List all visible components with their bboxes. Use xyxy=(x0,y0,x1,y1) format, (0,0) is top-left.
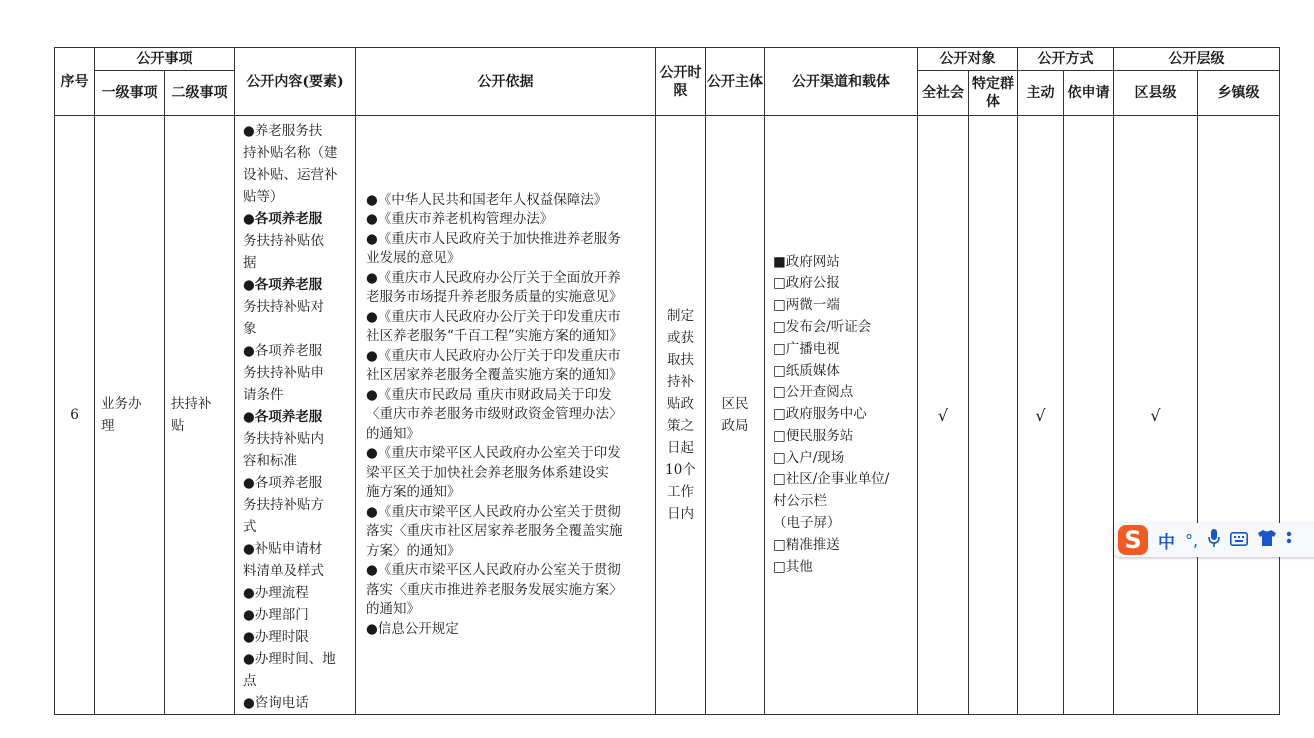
list-item: □政府服务中心 xyxy=(773,406,867,423)
cell-basis xyxy=(356,116,656,715)
list-item: 务扶持补贴方 xyxy=(243,497,324,513)
list-item: 区民 xyxy=(721,396,749,412)
list-item: 施方案的通知》 xyxy=(366,484,461,501)
list-item: ●办理部门 xyxy=(243,607,309,623)
cell-timelimit xyxy=(656,116,706,715)
list-item: 10个 xyxy=(665,462,696,478)
list-item: ●办理流程 xyxy=(243,585,309,601)
list-item: 务扶持补贴对 xyxy=(243,299,324,315)
list-item: 的通知》 xyxy=(366,425,420,442)
list-item: 方案〉的通知》 xyxy=(366,542,461,559)
cell-all-society: √ xyxy=(918,116,969,715)
list-item: 的通知》 xyxy=(366,601,420,618)
list-item: ●《重庆市梁平区人民政府办公室关于印发 xyxy=(366,445,621,462)
header-level-group: 公开层级 xyxy=(1114,48,1280,71)
cell-active: √ xyxy=(1018,116,1064,715)
grid-icon[interactable] xyxy=(1286,530,1296,550)
header-on-request: 依申请 xyxy=(1064,71,1114,116)
list-item: □入户/现场 xyxy=(773,449,845,466)
basis-list xyxy=(366,191,649,640)
microphone-icon[interactable] xyxy=(1208,529,1220,551)
list-item: 贴政 xyxy=(667,396,694,412)
list-item: ●各项养老服 xyxy=(243,277,323,293)
list-item: □广播电视 xyxy=(773,340,840,357)
list-item: 持补贴名称（建 xyxy=(243,145,338,161)
list-item: 设补贴、运营补 xyxy=(243,167,338,183)
list-item: □纸质媒体 xyxy=(773,362,840,379)
list-item: 策之 xyxy=(667,418,694,434)
list-item: □政府公报 xyxy=(773,275,840,292)
ime-toolbar[interactable] xyxy=(1114,523,1314,557)
channel-list xyxy=(773,252,913,579)
header-township: 乡镇级 xyxy=(1198,71,1280,116)
list-item: ●办理时间、地 xyxy=(243,651,336,667)
punctuation-toggle[interactable]: °, xyxy=(1185,530,1199,550)
cell-level1: 业务办理 xyxy=(95,116,165,715)
cell-on-request xyxy=(1064,116,1114,715)
list-item: 取扶 xyxy=(667,352,694,368)
list-item: 务扶持补贴依 xyxy=(243,233,324,249)
cell-level2: 扶持补贴 xyxy=(165,116,235,715)
list-item: □其他 xyxy=(773,558,813,575)
header-seq: 序号 xyxy=(55,48,95,116)
list-item: 贴等） xyxy=(243,189,284,205)
list-item: 象 xyxy=(243,321,257,337)
header-level1: 一级事项 xyxy=(95,71,165,116)
list-item: 请条件 xyxy=(243,387,284,403)
list-item: ●咨询电话 xyxy=(243,695,309,711)
list-item: 落实〈重庆市推进养老服务发展实施方案〉 xyxy=(366,581,623,598)
header-subject: 公开主体 xyxy=(706,48,765,116)
subject-list xyxy=(706,393,764,437)
cell-county: √ xyxy=(1114,116,1198,715)
list-item: ●《重庆市梁平区人民政府办公室关于贯彻 xyxy=(366,503,621,520)
list-item: ●补贴申请材 xyxy=(243,541,323,557)
keyboard-icon[interactable] xyxy=(1230,531,1248,550)
list-item: 梁平区关于加快社会养老服务体系建设实 xyxy=(366,464,609,481)
timelimit-list xyxy=(656,305,705,525)
list-item: ●《重庆市养老机构管理办法》 xyxy=(366,211,554,228)
header-level2: 二级事项 xyxy=(165,71,235,116)
list-item: 据 xyxy=(243,255,257,271)
list-item: （电子屏） xyxy=(773,515,841,532)
list-item: 料清单及样式 xyxy=(243,563,324,579)
header-all-society: 全社会 xyxy=(918,71,969,116)
list-item: □精准推送 xyxy=(773,536,840,553)
sogou-logo-icon[interactable]: S xyxy=(1118,525,1148,555)
cell-seq: 6 xyxy=(55,116,95,715)
list-item: 日内 xyxy=(667,506,694,522)
list-item: 务扶持补贴内 xyxy=(243,431,324,447)
shirt-icon[interactable] xyxy=(1258,530,1276,550)
list-item: 容和标准 xyxy=(243,453,297,469)
disclosure-table xyxy=(54,47,1280,715)
list-item: 老服务市场提升养老服务质量的实施意见》 xyxy=(366,289,623,306)
list-item: 式 xyxy=(243,519,257,535)
list-item: 村公示栏 xyxy=(773,493,827,510)
list-item: 制定 xyxy=(667,308,694,324)
list-item: 社区养老服务“千百工程”实施方案的通知》 xyxy=(366,328,623,345)
list-item: ■政府网站 xyxy=(773,253,840,270)
list-item: ●各项养老服 xyxy=(243,343,323,359)
cell-channel xyxy=(765,116,918,715)
list-item: ●《中华人民共和国老年人权益保障法》 xyxy=(366,191,608,208)
header-basis: 公开依据 xyxy=(356,48,656,116)
list-item: ●《重庆市民政局 重庆市财政局关于印发 xyxy=(366,386,612,403)
list-item: 工作 xyxy=(667,484,694,500)
list-item: □发布会/听证会 xyxy=(773,318,872,335)
list-item: 或获 xyxy=(667,330,694,346)
list-item: □便民服务站 xyxy=(773,427,854,444)
header-item-group: 公开事项 xyxy=(95,48,235,71)
list-item: □公开查阅点 xyxy=(773,384,854,401)
header-specific-group: 特定群体 xyxy=(969,71,1018,116)
ime-mode-toggle[interactable]: 中 xyxy=(1158,532,1175,553)
list-item: 业发展的意见》 xyxy=(366,250,461,267)
header-method-group: 公开方式 xyxy=(1018,48,1114,71)
table-row xyxy=(55,116,1280,715)
list-item: ●《重庆市人民政府关于加快推进养老服务 xyxy=(366,230,621,247)
list-item: ●办理时限 xyxy=(243,629,309,645)
list-item: 务扶持补贴申 xyxy=(243,365,324,381)
cell-township xyxy=(1198,116,1280,715)
list-item: 政局 xyxy=(721,418,749,434)
cell-specific-group xyxy=(969,116,1018,715)
list-item: ●信息公开规定 xyxy=(366,620,459,637)
header-content: 公开内容(要素) xyxy=(235,48,356,116)
list-item: ●《重庆市人民政府办公厅关于全面放开养 xyxy=(366,269,621,286)
header-timelimit: 公开时限 xyxy=(656,48,706,116)
list-item: ●《重庆市梁平区人民政府办公室关于贯彻 xyxy=(366,562,621,579)
list-item: ●《重庆市人民政府办公厅关于印发重庆市 xyxy=(366,347,621,364)
list-item: □社区/企事业单位/ xyxy=(773,471,890,488)
list-item: ●各项养老服 xyxy=(243,409,323,425)
header-county: 区县级 xyxy=(1114,71,1198,116)
list-item: 落实〈重庆市社区居家养老服务全覆盖实施 xyxy=(366,523,623,540)
list-item: ●各项养老服 xyxy=(243,211,323,227)
cell-subject xyxy=(706,116,765,715)
list-item: 社区居家养老服务全覆盖实施方案的通知》 xyxy=(366,367,623,384)
list-item: 持补 xyxy=(667,374,694,390)
list-item: 〈重庆市养老服务市级财政资金管理办法〉 xyxy=(366,406,623,423)
list-item: 日起 xyxy=(667,440,694,456)
content-list xyxy=(243,120,351,714)
cell-content xyxy=(235,116,356,715)
header-channel: 公开渠道和载体 xyxy=(765,48,918,116)
list-item: □两微一端 xyxy=(773,297,840,314)
header-active: 主动 xyxy=(1018,71,1064,116)
header-target-group: 公开对象 xyxy=(918,48,1018,71)
list-item: 点 xyxy=(243,673,257,689)
list-item: ●养老服务扶 xyxy=(243,123,323,139)
list-item: ●各项养老服 xyxy=(243,475,323,491)
list-item: ●《重庆市人民政府办公厅关于印发重庆市 xyxy=(366,308,621,325)
